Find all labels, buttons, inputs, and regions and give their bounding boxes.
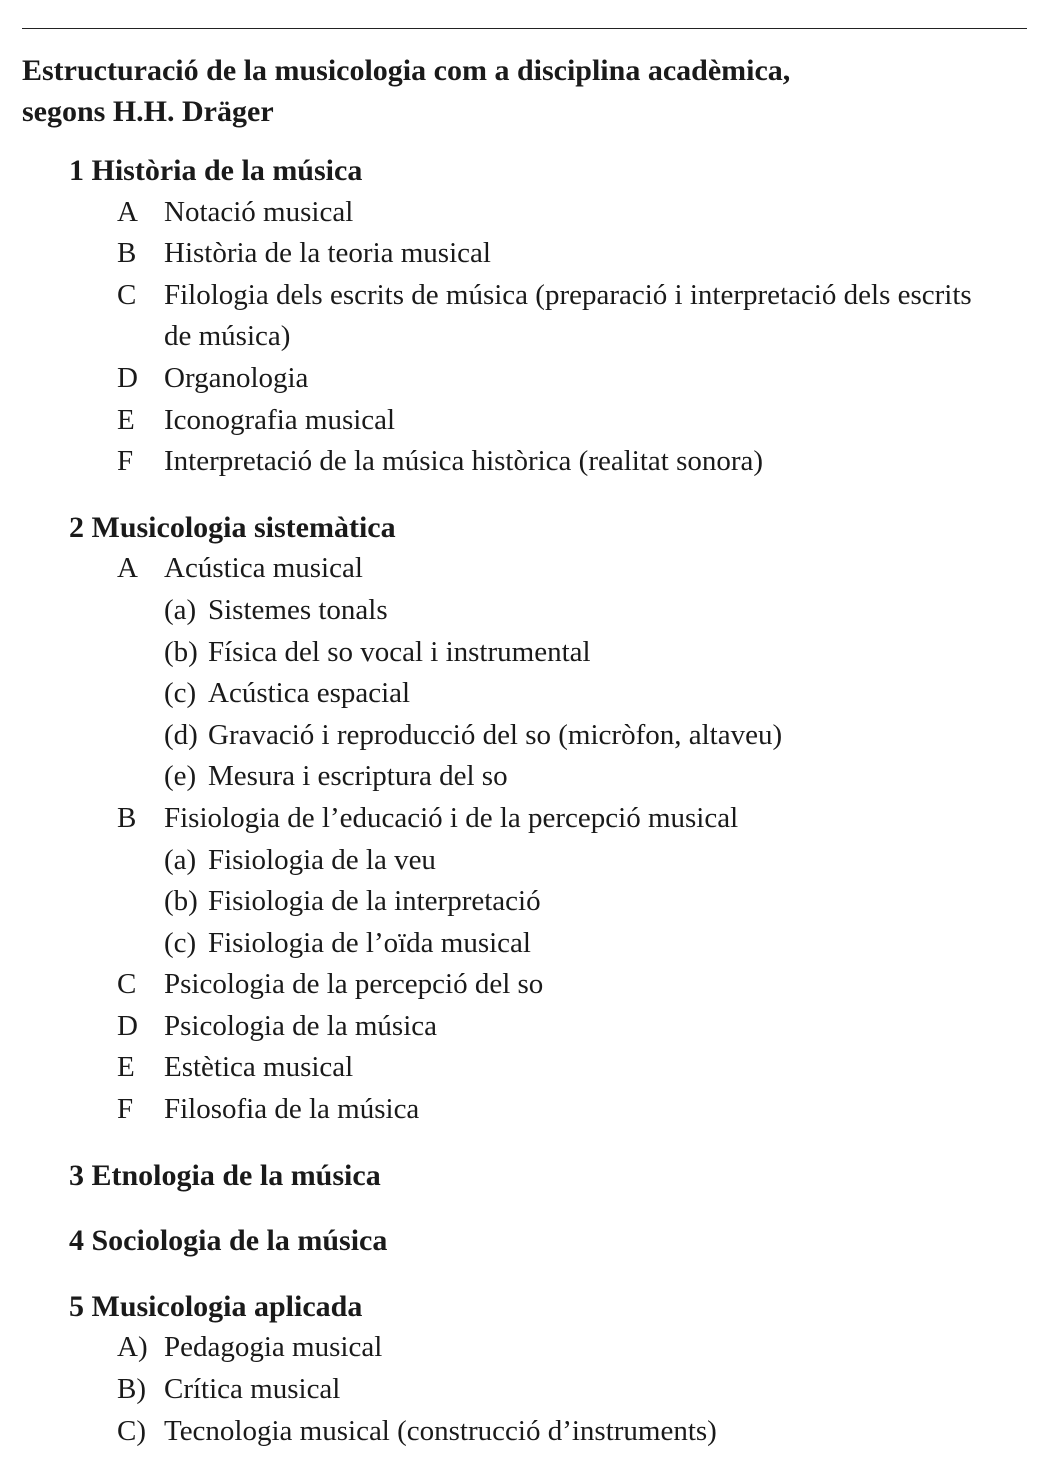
item-letter: B [117, 237, 137, 270]
subitem-letter: (a) [164, 843, 197, 876]
subitem-letter: (b) [164, 635, 198, 668]
item-text: Psicologia de la música [164, 1009, 438, 1042]
section-sistematica [0, 507, 1049, 1131]
sub-list-item [0, 923, 1049, 965]
section-heading: 2 Musicologia sistemàtica [69, 510, 396, 544]
item-text: Filosofia de la música [164, 1093, 420, 1126]
subitem-text: Mesura i escriptura del so [208, 760, 508, 793]
subitem-text: Acústica espacial [208, 677, 411, 710]
item-text: Tecnologia musical (construcció d’instruments) [164, 1414, 717, 1447]
sub-list-item [0, 632, 1049, 674]
list-item [0, 1006, 984, 1048]
sub-list-item [0, 881, 1049, 923]
item-letter: C) [117, 1414, 146, 1447]
list-item [0, 275, 984, 358]
item-letter: A) [117, 1331, 148, 1364]
item-letter: D [117, 1009, 138, 1042]
section-heading: 4 Sociologia de la música [69, 1224, 388, 1258]
item-letter: C [117, 968, 137, 1001]
subitem-letter: (b) [164, 885, 198, 918]
item-text: Psicologia de la percepció del so [164, 968, 544, 1001]
sub-list-item [0, 673, 1049, 715]
item-letter: A [117, 195, 138, 228]
list-item [0, 233, 984, 275]
subitem-letter: (e) [164, 760, 197, 793]
list-item [0, 1411, 984, 1453]
subitem-letter: (c) [164, 677, 197, 710]
document-title [22, 50, 1022, 132]
item-letter: D [117, 361, 138, 394]
item-letter: C [117, 278, 137, 311]
item-text: Interpretació de la música històrica (realitat sonora) [164, 445, 764, 478]
item-text: Estètica musical [164, 1051, 354, 1084]
subitem-text: Sistemes tonals [208, 593, 388, 626]
list-item [0, 1089, 984, 1131]
top-rule [22, 28, 1027, 29]
subitem-letter: (c) [164, 926, 197, 959]
item-letter: E [117, 1051, 135, 1084]
item-letter: B [117, 801, 137, 834]
sub-list-item [0, 756, 1049, 798]
list-item [0, 1369, 984, 1411]
section-heading: 3 Etnologia de la música [69, 1158, 381, 1192]
item-text: Filologia dels escrits de música (preparació i interpretació dels escrits de música) [164, 278, 972, 353]
item-letter: F [117, 445, 134, 478]
title-line-2: segons H.H. Dräger [22, 95, 274, 128]
item-text: Fisiologia de l’educació i de la percepció musical [164, 801, 739, 834]
subitem-text: Física del so vocal i instrumental [208, 635, 591, 668]
list-item [0, 441, 984, 483]
item-text: Història de la teoria musical [164, 237, 491, 270]
list-item [0, 400, 984, 442]
section-sociologia [0, 1220, 1049, 1262]
item-letter: F [117, 1093, 134, 1126]
list-item [0, 192, 984, 234]
subitem-letter: (d) [164, 718, 198, 751]
item-text: Organologia [164, 361, 309, 394]
list-item [0, 798, 984, 840]
item-letter: A [117, 552, 138, 585]
list-item [0, 548, 984, 590]
subitem-text: Fisiologia de la veu [208, 843, 436, 876]
sub-list-item [0, 590, 1049, 632]
list-item [0, 964, 984, 1006]
list-item [0, 1047, 984, 1089]
item-text: Notació musical [164, 195, 354, 228]
sub-list-item [0, 715, 1049, 757]
section-heading: 5 Musicologia aplicada [69, 1289, 363, 1323]
list-item [0, 358, 984, 400]
section-etnologia [0, 1155, 1049, 1197]
item-text: Pedagogia musical [164, 1331, 383, 1364]
item-letter: B) [117, 1373, 146, 1406]
subitem-text: Fisiologia de l’oïda musical [208, 926, 531, 959]
item-letter: E [117, 403, 135, 436]
subitem-letter: (a) [164, 593, 197, 626]
item-text: Crítica musical [164, 1373, 341, 1406]
subitem-text: Gravació i reproducció del so (micròfon, altaveu) [208, 718, 783, 751]
outline [0, 150, 1049, 1476]
title-line-1: Estructuració de la musicologia com a disciplina acadèmica, [22, 54, 791, 87]
list-item [0, 1327, 984, 1369]
section-heading: 1 Història de la música [69, 154, 363, 187]
item-text: Iconografia musical [164, 403, 396, 436]
section-aplicada [0, 1286, 1049, 1452]
item-text: Acústica musical [164, 552, 363, 585]
subitem-text: Fisiologia de la interpretació [208, 885, 541, 918]
sub-list-item [0, 840, 1049, 882]
section-historia [0, 150, 1049, 483]
